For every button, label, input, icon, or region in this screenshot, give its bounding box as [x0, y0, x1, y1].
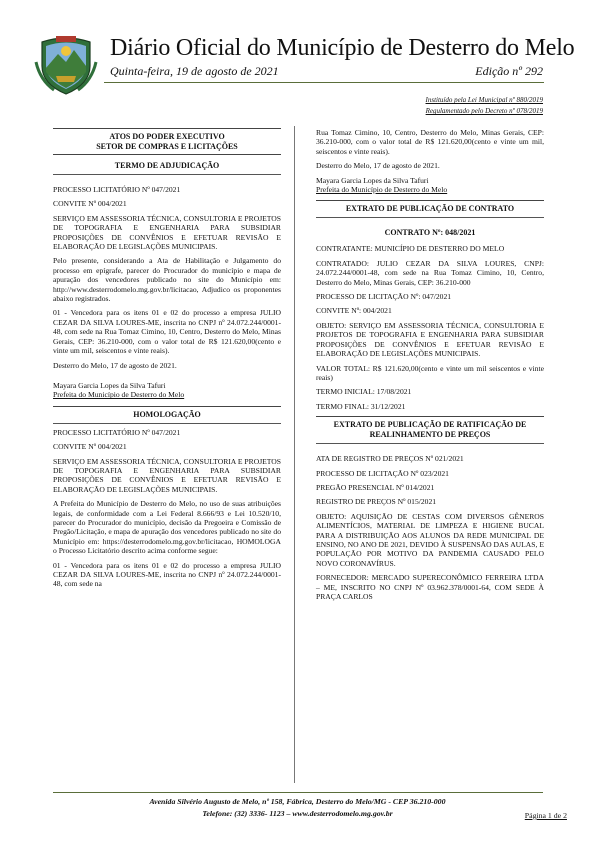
supplier-text: FORNECEDOR: MERCADO SUPERECONÔMICO FERREIRA LTDA – ME, INSCRITO NO CNPJ Nº 03.962.378/0001-64, COM SEDE À PRAÇA CARLOS — [316, 573, 544, 601]
rule — [316, 443, 544, 444]
start-term: TERMO INICIAL: 17/08/2021 — [316, 387, 412, 397]
right-column — [316, 128, 544, 606]
winner-text: 01 - Vencedora para os itens 01 e 02 do processo a empresa JULIO CEZAR DA SILVA LOURES-ME, inscrita no CNPJ nº 24.072.244/0001-48, com sede na Rua Tomaz Cimino, 10, Centro, Desterro do Melo, Minas Gerais, CEP: 36.210-000, com o valor total de R$ 121.620,00(cento e vinte um mil, seiscentos e vinte reais). — [53, 308, 281, 356]
signature-role: Prefeita do Município de Desterro do Melo — [53, 390, 185, 400]
footer-contact: Telefone: (32) 3336- 1123 – www.desterrodomelo.mg.gov.br — [202, 809, 393, 818]
rule — [53, 174, 281, 175]
page-number: Página 1 de 2 — [524, 811, 567, 820]
auction-number: PREGÃO PRESENCIAL Nº 014/2021 — [316, 482, 435, 492]
section-title: ATOS DO PODER EXECUTIVO — [109, 132, 225, 141]
object-text: OBJETO: SERVIÇO EM ASSESSORIA TÉCNICA, CONSULTORIA E PROJETOS DE TOPOGRAFIA E ENGENHARIA PARA SUBSIDIAR PROPOSIÇÕES DE CONVÊNIOS E EFETUAR REVISÃO E ELABORAÇÃO DE LEGISLAÇÕES MUNICIPAIS. — [316, 320, 544, 359]
newspaper-title: Diário Oficial do Município de Desterro do Melo — [110, 35, 575, 61]
contracting-party: CONTRATANTE: MUNICÍPIO DE DESTERRO DO MELO — [316, 244, 505, 254]
place-date: Desterro do Melo, 17 de agosto de 2021. — [316, 161, 440, 171]
header-divider — [104, 82, 544, 83]
adjudication-heading: TERMO DE ADJUDICAÇÃO — [114, 161, 220, 170]
invitation-number: CONVITE Nº 004/2021 — [53, 442, 127, 452]
process-number: PROCESSO DE LICITAÇÃO Nº: 047/2021 — [316, 292, 452, 302]
signature-name: Mayara Garcia Lopes da Silva Tafuri — [53, 380, 166, 390]
total-value: VALOR TOTAL: R$ 121.620,00(cento e vinte um mil seiscentos e vinte reais) — [316, 363, 544, 382]
contract-number: CONTRATO Nº: 048/2021 — [384, 228, 476, 238]
process-number: PROCESSO LICITATÓRIO Nº 047/2021 — [53, 185, 181, 194]
rule — [316, 217, 544, 218]
winner-text: 01 - Vencedora para os itens 01 e 02 do processo a empresa JULIO CEZAR DA SILVA LOURES-ME, inscrita no CNPJ nº 24.072.244/0001-48, com sede na — [53, 560, 281, 589]
process-number: PROCESSO LICITATÓRIO Nº 047/2021 — [53, 427, 181, 437]
object-text: SERVIÇO EM ASSESSORIA TÉCNICA, CONSULTORIA E PROJETOS DE TOPOGRAFIA E ENGENHARIA PARA SUBSIDIAR PROPOSIÇÕES DE CONVÊNIOS E EFETUAR REVISÃO E ELABORAÇÃO DE LEGISLAÇÕES MUNICIPAIS. — [53, 213, 281, 252]
invitation-number: CONVITE Nº: 004/2021 — [316, 306, 392, 316]
section-subtitle: SETOR DE COMPRAS E LICITAÇÕES — [96, 142, 238, 151]
invitation-number: CONVITE Nº 004/2021 — [53, 199, 127, 209]
left-column — [53, 128, 281, 594]
ratification-heading: EXTRATO DE PUBLICAÇÃO DE RATIFICAÇÃO DE REALINHAMENTO DE PREÇOS — [316, 416, 544, 440]
homologation-heading: HOMOLOGAÇÃO — [53, 406, 281, 420]
regulation-decree: Regulamentado pelo Decreto nº 078/2019 — [425, 107, 543, 115]
rule — [53, 423, 281, 424]
adjudication-text: Pelo presente, considerando a Ata de Habilitação e Julgamento do processo em epígrafe, parecer do Procurador do município e mapa de apuração dos vencedores publicado no site do Município em: http://www.desterrodomelo.mg.gov.br/licitacao, Adjudico os proponentes abaixo registrados. — [53, 256, 281, 304]
end-term: TERMO FINAL: 31/12/2021 — [316, 401, 406, 411]
object-text: OBJETO: AQUISIÇÃO DE CESTAS COM DIVERSOS GÊNEROS ALIMENTÍCIOS, MATERIAL DE LIMPEZA E HIGIENE BUCAL PARA A DISTRIBUIÇÃO AOS ALUNOS DA REDE MUNICIPAL DE ENSINO, NO ANO DE 2021, DEVIDO À SUSPENSÃO DAS AULAS, E POPULAÇÃO POR MOTIVO DA PANDEMIA CAUSADO PELO NOVO CORONAVÍRUS. — [316, 511, 544, 568]
edition-number: Edição nº 292 — [475, 64, 543, 78]
place-date: Desterro do Melo, 17 de agosto de 2021. — [53, 360, 177, 370]
section-heading — [53, 128, 281, 155]
institution-law: Instituído pela Lei Municipal nº 880/2019 — [425, 96, 543, 104]
footer-divider — [53, 792, 543, 793]
signature-role: Prefeita do Município de Desterro do Melo — [316, 185, 448, 195]
winner-text-continued: Rua Tomaz Cimino, 10, Centro, Desterro do Melo, Minas Gerais, CEP: 36.210-000, com o valor total de R$ 121.620,00(cento e vinte um mil, seiscentos e vinte reais). — [316, 128, 544, 156]
signature-name: Mayara Garcia Lopes da Silva Tafuri — [316, 175, 429, 185]
price-registry-number: REGISTRO DE PREÇOS Nº 015/2021 — [316, 497, 437, 507]
homologation-text: A Prefeita do Município de Desterro do Melo, no uso de suas atribuições legais, de conformidade com a Lei Federal 8.666/93 e Lei 10.520/10, parecer do Procurador do município, decisão da Pregoeira e Comissão de Pregão/Licitação, e mapa de apuração dos vencedores publicado no site do Município em: https://desterrodomelo.mg.gov.br/licitacao, HOMOLOGA o Processo Licitatório descrito acima conforme segue: — [53, 499, 281, 556]
page-header — [0, 0, 595, 115]
contracted-party: CONTRATADO: JULIO CEZAR DA SILVA LOURES, CNPJ: 24.072.244/0001-48, com sede na Rua Tomaz Cimino, 10, Centro, Desterro do Melo, Minas Gerais, CEP: 36.210-000 — [316, 258, 544, 287]
page-footer — [0, 785, 595, 842]
column-divider — [294, 126, 295, 783]
footer-address: Avenida Silvério Augusto de Melo, nº 158, Fábrica, Desterro do Melo/MG - CEP 36.210-000 — [149, 797, 446, 806]
contract-extract-heading: EXTRATO DE PUBLICAÇÃO DE CONTRATO — [316, 200, 544, 214]
municipal-coat-of-arms-icon — [34, 32, 98, 96]
object-text: SERVIÇO EM ASSESSORIA TÉCNICA, CONSULTORIA E PROJETOS DE TOPOGRAFIA E ENGENHARIA PARA SUBSIDIAR PROPOSIÇÕES DE CONVÊNIOS E EFETUAR REVISÃO E ELABORAÇÃO DE LEGISLAÇÕES MUNICIPAIS. — [53, 456, 281, 494]
process-number: PROCESSO DE LICITAÇÃO Nº 023/2021 — [316, 468, 449, 478]
publication-date: Quinta-feira, 19 de agosto de 2021 — [110, 64, 279, 78]
price-record-minute: ATA DE REGISTRO DE PREÇOS Nº 021/2021 — [316, 454, 464, 464]
